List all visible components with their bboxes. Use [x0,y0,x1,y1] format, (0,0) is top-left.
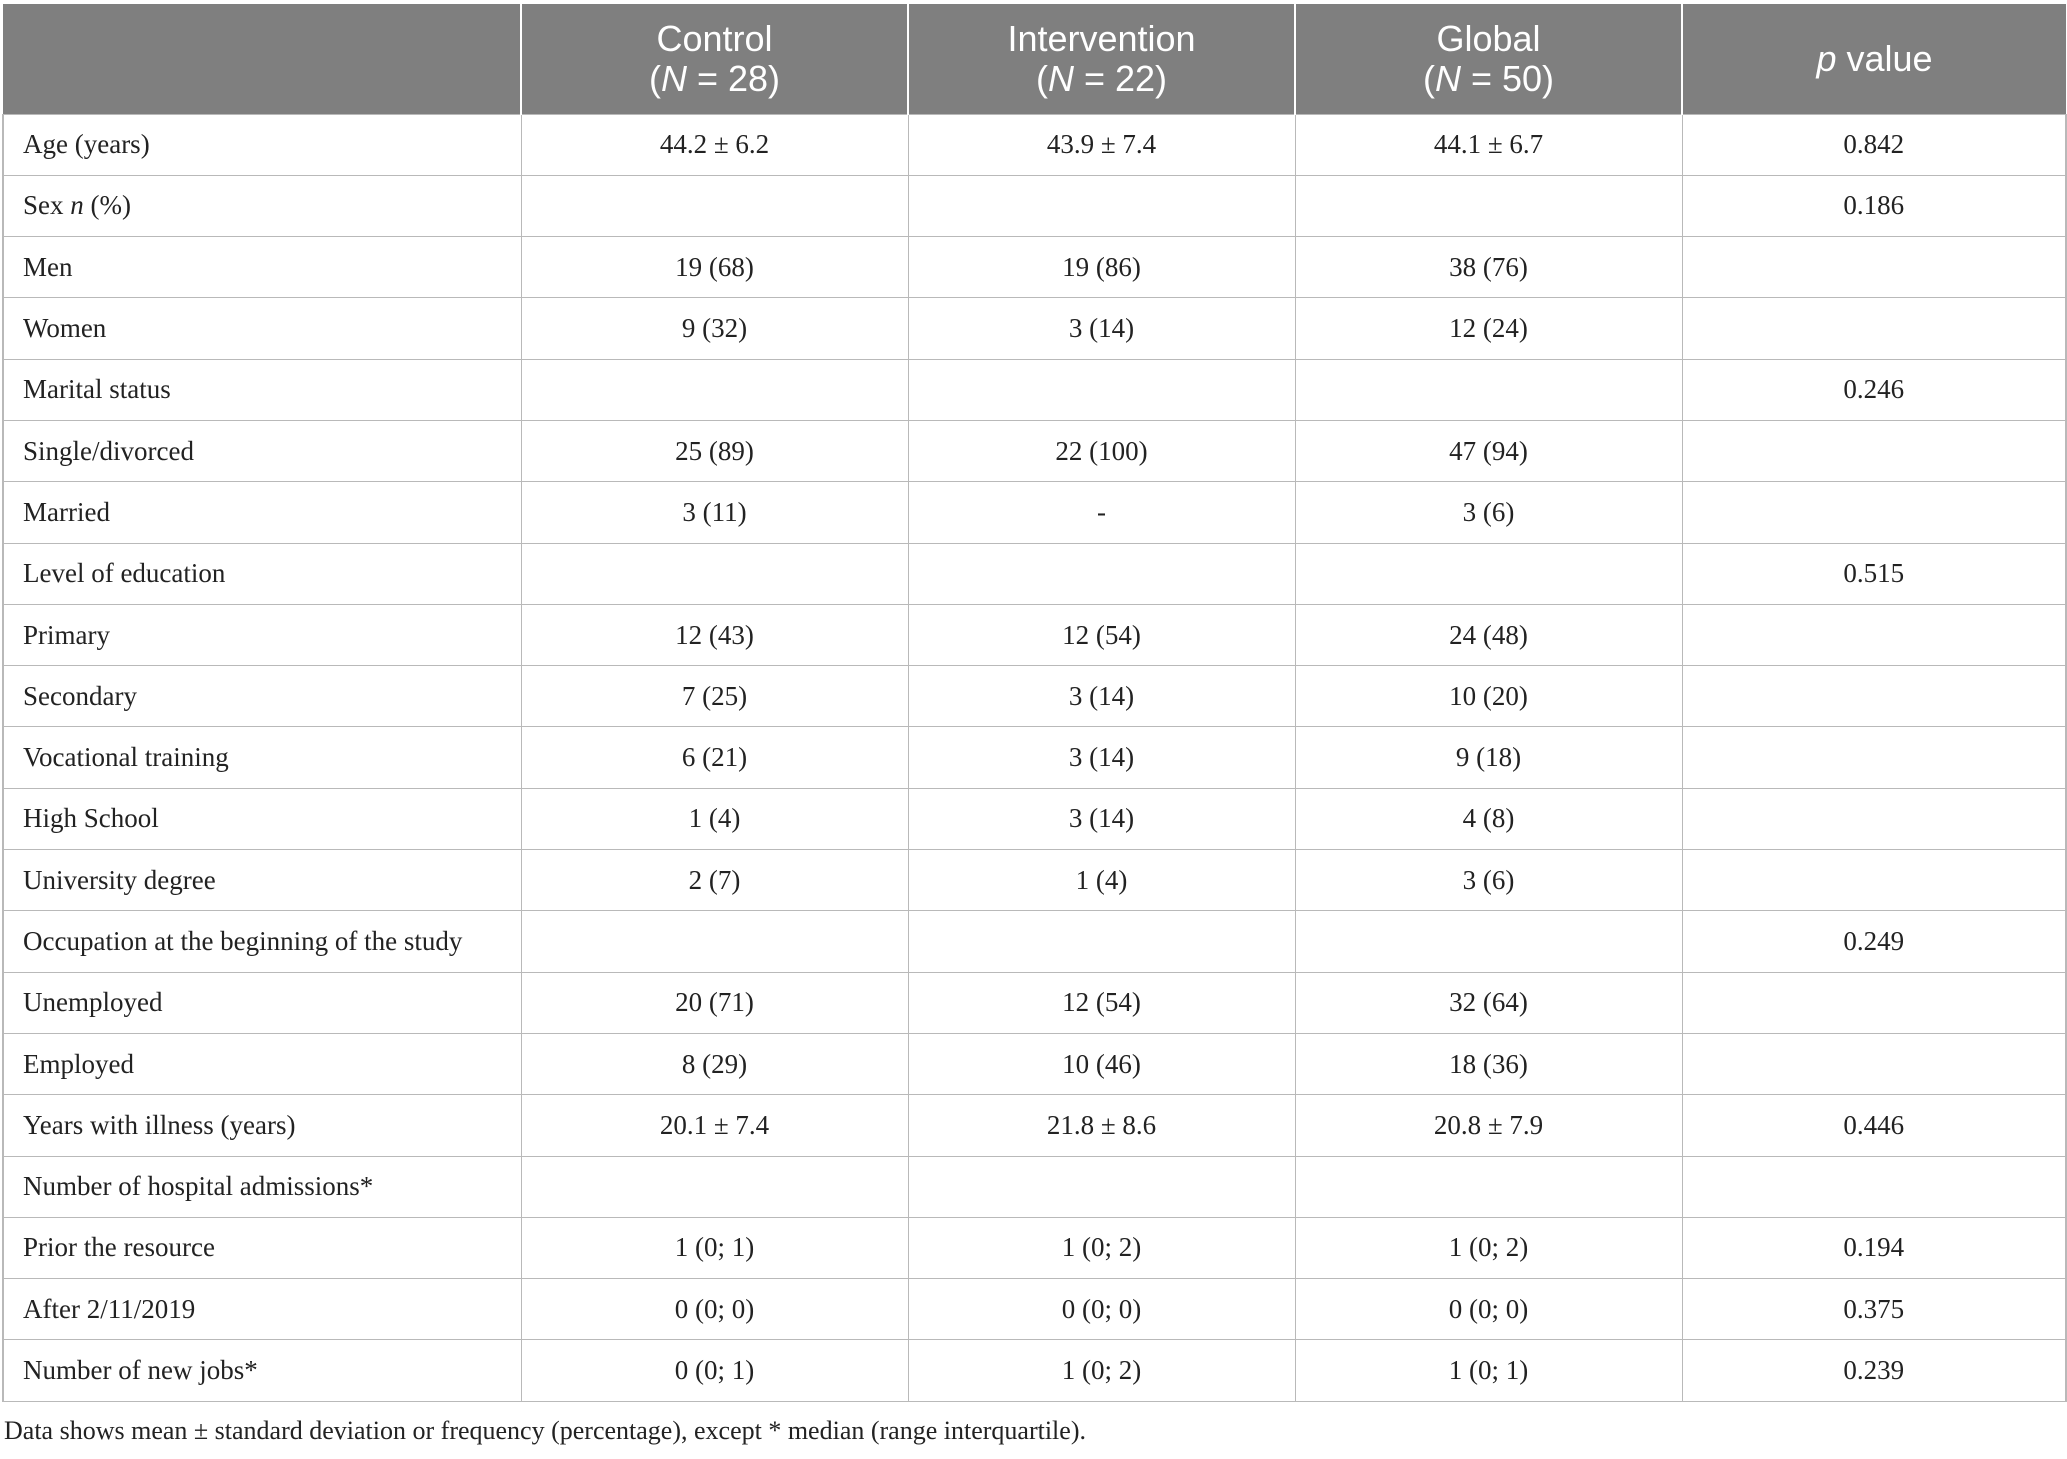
cell-intervention: 0 (0; 0) [908,1279,1295,1340]
header-global-n-value: = 50 [1460,57,1543,99]
table-row [3,604,2066,665]
table-row [3,1340,2066,1401]
row-label: University degree [3,850,521,911]
cell-pvalue: 0.194 [1682,1217,2066,1278]
cell-global: 3 (6) [1295,482,1682,543]
table-row [3,850,2066,911]
cell-control: 3 (11) [521,482,908,543]
row-label: Primary [3,604,521,665]
cell-intervention: 3 (14) [908,666,1295,727]
row-label: Number of new jobs* [3,1340,521,1401]
row-label: Women [3,298,521,359]
cell-control: 0 (0; 0) [521,1279,908,1340]
header-pvalue-p: p [1816,37,1837,79]
table-row [3,666,2066,727]
cell-pvalue [1682,1156,2066,1217]
cell-control: 25 (89) [521,420,908,481]
table-row [3,114,2066,175]
cell-global: 9 (18) [1295,727,1682,788]
cell-global: 47 (94) [1295,420,1682,481]
demographics-table [2,4,2067,1402]
cell-global: 0 (0; 0) [1295,1279,1682,1340]
table-row [3,543,2066,604]
cell-control [521,1156,908,1217]
cell-control: 0 (0; 1) [521,1340,908,1401]
row-label: Men [3,237,521,298]
table-row [3,1033,2066,1094]
cell-global [1295,543,1682,604]
table-row [3,359,2066,420]
cell-control [521,543,908,604]
cell-intervention: 3 (14) [908,727,1295,788]
cell-control: 1 (0; 1) [521,1217,908,1278]
cell-pvalue: 0.842 [1682,114,2066,175]
row-label: Prior the resource [3,1217,521,1278]
cell-pvalue: 0.186 [1682,175,2066,236]
header-global-n-label: N [1434,57,1461,99]
header-global [1295,4,1682,114]
row-label: After 2/11/2019 [3,1279,521,1340]
header-global-name: Global [1436,17,1541,59]
cell-global: 4 (8) [1295,788,1682,849]
cell-intervention: - [908,482,1295,543]
table-row [3,420,2066,481]
row-label: Single/divorced [3,420,521,481]
table-row [3,911,2066,972]
cell-pvalue [1682,972,2066,1033]
cell-global: 44.1 ± 6.7 [1295,114,1682,175]
cell-intervention [908,359,1295,420]
table-footnote: Data shows mean ± standard deviation or frequency (percentage), except * median (range interquartile). [4,1416,1086,1445]
cell-global: 1 (0; 1) [1295,1340,1682,1401]
cell-pvalue [1682,1033,2066,1094]
row-label: Level of education [3,543,521,604]
cell-intervention: 3 (14) [908,788,1295,849]
row-label-italic: n [70,190,84,221]
table-row [3,237,2066,298]
cell-control: 1 (4) [521,788,908,849]
cell-pvalue [1682,237,2066,298]
row-label: Years with illness (years) [3,1095,521,1156]
row-label: Vocational training [3,727,521,788]
header-global-n: (N = 50) [1422,57,1555,99]
row-label: Number of hospital admissions* [3,1156,521,1217]
cell-global: 24 (48) [1295,604,1682,665]
row-label: Employed [3,1033,521,1094]
row-label: Age (years) [3,114,521,175]
cell-pvalue [1682,727,2066,788]
cell-control: 12 (43) [521,604,908,665]
table-row [3,482,2066,543]
row-label: Marital status [3,359,521,420]
row-label: Married [3,482,521,543]
cell-intervention [908,1156,1295,1217]
cell-intervention: 1 (0; 2) [908,1340,1295,1401]
cell-global [1295,359,1682,420]
cell-global: 10 (20) [1295,666,1682,727]
table-row [3,788,2066,849]
cell-global [1295,1156,1682,1217]
cell-global: 18 (36) [1295,1033,1682,1094]
header-intervention [908,4,1295,114]
header-control-n-label: N [660,57,687,99]
row-label-post: (%) [83,190,131,221]
cell-global: 12 (24) [1295,298,1682,359]
cell-intervention [908,543,1295,604]
header-intervention-n-label: N [1047,57,1074,99]
header-empty-cell [3,4,521,114]
cell-control: 20 (71) [521,972,908,1033]
cell-intervention: 1 (4) [908,850,1295,911]
cell-pvalue [1682,420,2066,481]
cell-control: 19 (68) [521,237,908,298]
cell-control: 6 (21) [521,727,908,788]
cell-global: 3 (6) [1295,850,1682,911]
row-label [3,175,521,236]
cell-pvalue: 0.249 [1682,911,2066,972]
cell-intervention: 22 (100) [908,420,1295,481]
table-row [3,972,2066,1033]
row-label-pre: Sex [23,190,71,221]
cell-control: 7 (25) [521,666,908,727]
cell-intervention: 43.9 ± 7.4 [908,114,1295,175]
table-body [3,114,2066,1401]
cell-control: 2 (7) [521,850,908,911]
cell-pvalue: 0.515 [1682,543,2066,604]
cell-intervention: 10 (46) [908,1033,1295,1094]
table-row [3,1156,2066,1217]
cell-intervention [908,911,1295,972]
cell-control [521,359,908,420]
header-intervention-name: Intervention [1007,17,1196,59]
table-row [3,727,2066,788]
table-row [3,1095,2066,1156]
cell-pvalue: 0.239 [1682,1340,2066,1401]
cell-global: 32 (64) [1295,972,1682,1033]
cell-intervention [908,175,1295,236]
table-row [3,1279,2066,1340]
cell-intervention: 1 (0; 2) [908,1217,1295,1278]
cell-global [1295,911,1682,972]
cell-control: 8 (29) [521,1033,908,1094]
cell-pvalue: 0.375 [1682,1279,2066,1340]
cell-intervention: 12 (54) [908,972,1295,1033]
header-control-name: Control [656,17,773,59]
table-header [3,4,2066,114]
header-intervention-n: (N = 22) [1035,57,1168,99]
row-label: High School [3,788,521,849]
header-row [3,4,2066,114]
cell-pvalue [1682,788,2066,849]
cell-global: 38 (76) [1295,237,1682,298]
cell-intervention: 12 (54) [908,604,1295,665]
header-control [521,4,908,114]
cell-pvalue [1682,298,2066,359]
table-row [3,298,2066,359]
row-label: Secondary [3,666,521,727]
cell-control: 9 (32) [521,298,908,359]
cell-pvalue [1682,666,2066,727]
cell-global: 20.8 ± 7.9 [1295,1095,1682,1156]
cell-control [521,911,908,972]
cell-global [1295,175,1682,236]
cell-global: 1 (0; 2) [1295,1217,1682,1278]
cell-intervention: 21.8 ± 8.6 [908,1095,1295,1156]
row-label: Unemployed [3,972,521,1033]
cell-control [521,175,908,236]
header-control-n: (N = 28) [648,57,781,99]
cell-intervention: 19 (86) [908,237,1295,298]
table-row [3,175,2066,236]
cell-control: 44.2 ± 6.2 [521,114,908,175]
cell-intervention: 3 (14) [908,298,1295,359]
row-label: Occupation at the beginning of the study [3,911,521,972]
header-pvalue-rest: value [1836,37,1933,79]
table-row [3,1217,2066,1278]
header-pvalue [1682,4,2066,114]
cell-control: 20.1 ± 7.4 [521,1095,908,1156]
cell-pvalue [1682,482,2066,543]
cell-pvalue: 0.246 [1682,359,2066,420]
cell-pvalue: 0.446 [1682,1095,2066,1156]
cell-pvalue [1682,604,2066,665]
cell-pvalue [1682,850,2066,911]
header-control-n-value: = 28 [686,57,769,99]
header-intervention-n-value: = 22 [1073,57,1156,99]
